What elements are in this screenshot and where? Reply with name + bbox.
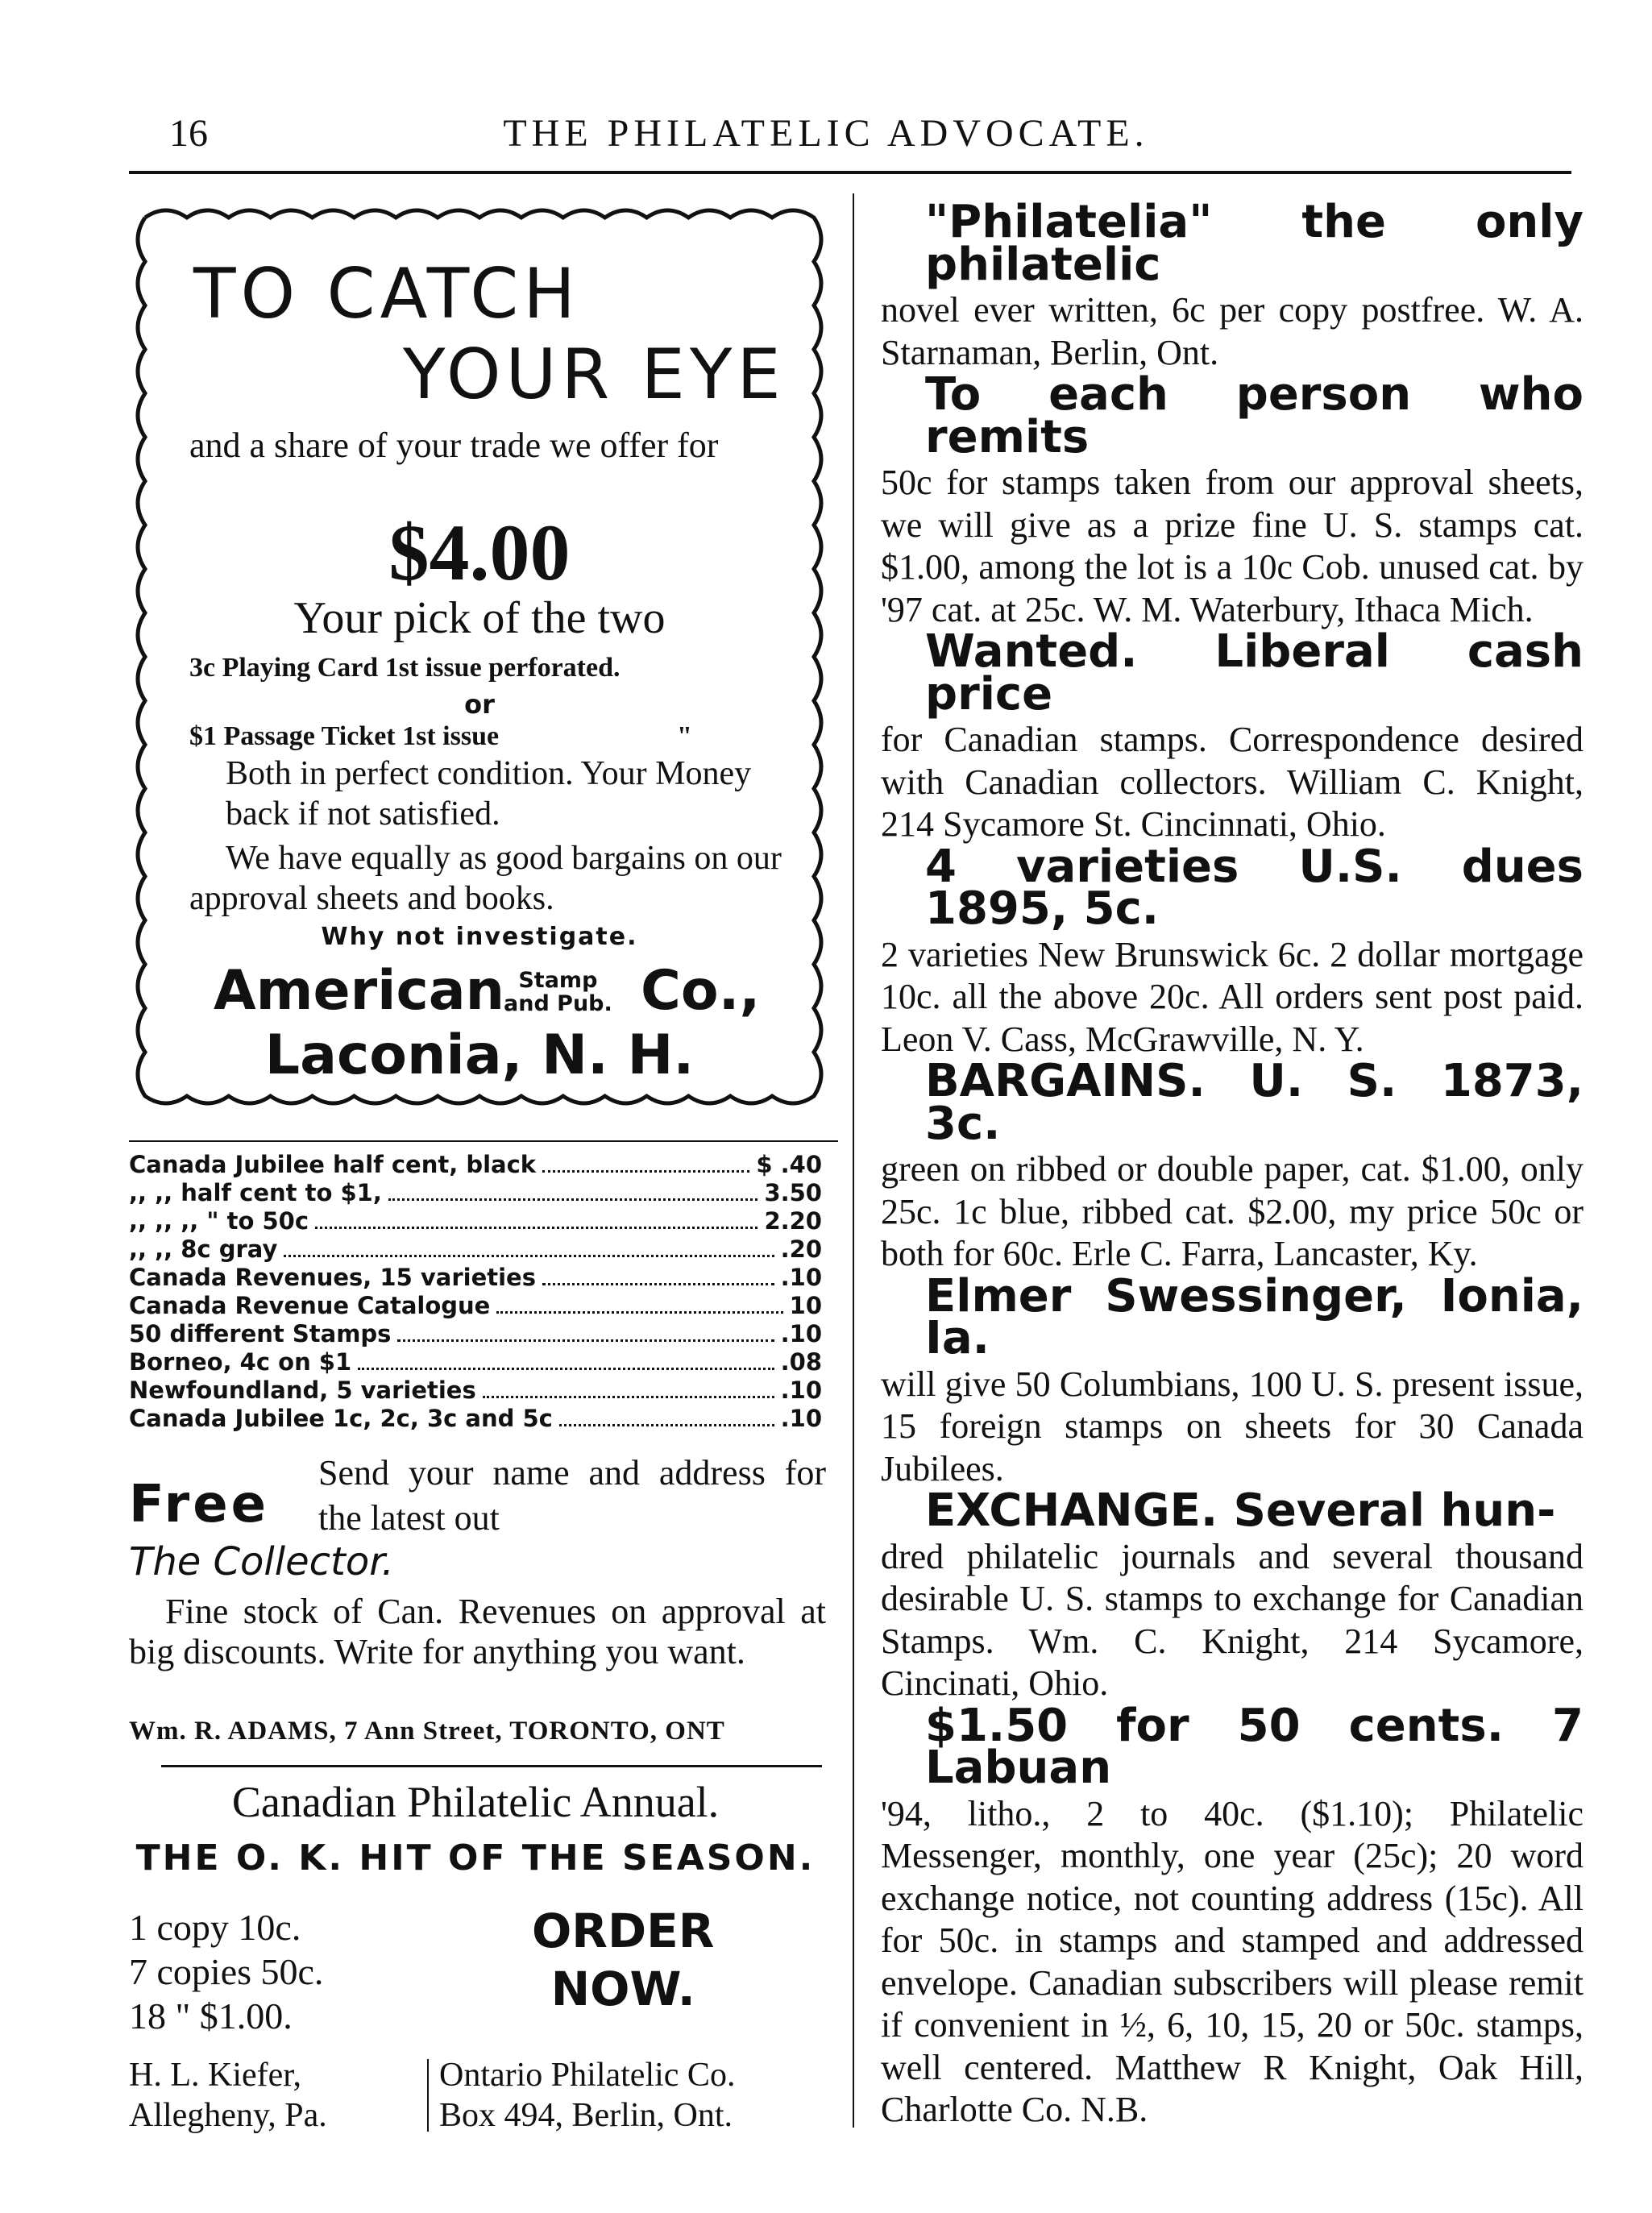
classified-ad-lead: 4 varieties U.S. dues 1895, 5c. (925, 840, 1584, 935)
price-list-price: .20 (780, 1235, 822, 1263)
annual-agent-two-line-1: Ontario Philatelic Co. (439, 2057, 736, 2094)
price-list-row (129, 1151, 838, 1179)
free-heading: Free (129, 1475, 269, 1534)
classified-ad-lead: BARGAINS. U. S. 1873, 3c. (925, 1055, 1584, 1150)
price-list-item: 50 different Stamps (129, 1320, 392, 1347)
price-list-price: 3.50 (764, 1179, 822, 1206)
ad-pick-text: Your pick of the two (293, 593, 666, 643)
price-list-item: Borneo, 4c on $1 (129, 1348, 352, 1376)
price-list-row (129, 1320, 838, 1348)
classified-ad-exchange (881, 1484, 1584, 1705)
classified-ad-body: 50c for stamps taken from our approval sheets, we will give as a prize fine U. S. stamps cat. $1.00, among the lot is a 10c Cob. unused cat. by '97 cat. at 25c. W. M. Waterbury, Ithaca Mich. (881, 463, 1584, 629)
column-divider (853, 193, 854, 2128)
ad-price: $4.00 (388, 508, 571, 597)
classified-ad-philatelia (881, 196, 1584, 374)
price-list-row (129, 1235, 838, 1264)
classified-ad-body: novel ever written, 6c per copy postfree. W. A. Starnaman, Berlin, Ont. (881, 290, 1584, 372)
classified-ad-lead: Wanted. Liberal cash price (925, 625, 1584, 720)
classified-ad-remits (881, 368, 1584, 631)
ad-offer-one: 3c Playing Card 1st issue perforated. (189, 653, 621, 683)
price-list-leader (542, 1283, 774, 1285)
collector-signature: Wm. R. ADAMS, 7 Ann Street, TORONTO, ONT (129, 1717, 725, 1746)
header-rule (129, 171, 1571, 174)
price-list-row (129, 1292, 838, 1320)
classified-ad-body: for Canadian stamps. Correspondence desired with Canadian collectors. William C. Knight, 214 Sycamore St. Cincinnati, Ohio. (881, 720, 1584, 844)
ad-firm-name: American (214, 959, 505, 1023)
price-list-row (129, 1376, 838, 1405)
collector-title: The Collector. (129, 1539, 394, 1584)
ad-firm-small-line-2: and Pub. (504, 991, 612, 1016)
annual-title: Canadian Philatelic Annual. (231, 1778, 720, 1826)
price-list-leader (315, 1227, 758, 1229)
price-list-row (129, 1179, 838, 1207)
price-list-leader (284, 1255, 774, 1257)
annual-price-line: 18 " $1.00. (129, 1995, 293, 2037)
ad-intro-text: and a share of your trade we offer for (189, 426, 719, 465)
annual-order-now (532, 1902, 714, 2018)
price-list-price: 2.20 (764, 1207, 822, 1235)
price-list-item: ,, ,, 8c gray (129, 1235, 278, 1263)
price-list-price: 10 (789, 1292, 822, 1319)
ad-bargains-text: We have equally as good bargains on our approval sheets and books. (189, 840, 782, 917)
price-list-price: .10 (780, 1264, 822, 1291)
classified-ad-body: '94, litho., 2 to 40c. ($1.10); Philatelic Messenger, monthly, one year (25c); 20 word exchange notice, not counting address (15c). All for 50c. in stamps and stamped and addressed envelope. Canadian subscribers will please remit if convenient in ½, 6, 10, 15, 20 or 50c. stamps, well centered. Matthew R Knight, Oak Hill, Charlotte Co. N.B. (881, 1793, 1584, 2129)
page-number: 16 (169, 112, 208, 155)
price-list-item: Newfoundland, 5 varieties (129, 1376, 476, 1404)
classified-ad-body: green on ribbed or double paper, cat. $1.00, only 25c. 1c blue, ribbed cat. $2.00, my price 50c or both for 60c. Erle C. Farra, Lancaster, Ky. (881, 1149, 1584, 1273)
ad-offer-two-ditto-mark: " (677, 721, 692, 751)
price-list-price: .10 (780, 1320, 822, 1347)
annual-agent-one-line-2: Allegheny, Pa. (129, 2097, 327, 2134)
ad-firm-location: Laconia, N. H. (264, 1023, 695, 1087)
classified-ad-bargains (881, 1055, 1584, 1276)
ad-headline-line-1: TO CATCH (193, 254, 580, 334)
annual-agent-two (439, 2055, 735, 2136)
annual-price-line: 7 copies 50c. (129, 1951, 324, 1992)
price-list-leader (358, 1368, 774, 1370)
price-list-price: $ .40 (756, 1151, 822, 1178)
ad-or: or (464, 689, 495, 720)
right-column-classifieds (881, 196, 1584, 2132)
classified-ad-wanted (881, 625, 1584, 846)
eye-catch-advertisement (121, 193, 838, 1120)
price-list-item: Canada Revenues, 15 varieties (129, 1264, 536, 1291)
price-list-item: ,, ,, half cent to $1, (129, 1179, 382, 1206)
classified-ad-body: 2 varieties New Brunswick 6c. 2 dollar mortgage 10c. all the above 20c. All orders sent post paid. Leon V. Cass, McGrawville, N. Y. (881, 934, 1584, 1059)
price-list-row (129, 1207, 838, 1235)
annual-order-line-1: ORDER (532, 1904, 715, 1958)
price-list-leader (559, 1424, 774, 1426)
ad-condition-text: Both in perfect condition. Your Money back if not satisfied. (226, 755, 752, 832)
classified-ad-swessinger (881, 1269, 1584, 1491)
annual-agent-one (129, 2055, 327, 2136)
section-rule (161, 1765, 822, 1767)
annual-price-line: 1 copy 10c. (129, 1907, 301, 1948)
ad-firm-small-text (504, 969, 612, 1015)
price-list (129, 1151, 838, 1433)
price-list-leader (542, 1170, 749, 1173)
ad-firm-co: Co., (641, 959, 761, 1023)
price-list-price: .08 (780, 1348, 822, 1376)
classified-ad-lead: $1.50 for 50 cents. 7 Labuan (925, 1699, 1584, 1794)
classified-ad-lead: EXCHANGE. Several hun- (925, 1484, 1556, 1537)
price-list-row (129, 1264, 838, 1292)
price-list-leader (483, 1396, 774, 1398)
price-list-item: Canada Jubilee half cent, black (129, 1151, 537, 1178)
classified-ad-lead: To each person who remits (925, 368, 1584, 463)
annual-order-line-2: NOW. (550, 1962, 695, 2016)
free-offer-text: Send your name and address for the latest out (318, 1453, 826, 1538)
classified-ad-lead: Elmer Swessinger, Ionia, Ia. (925, 1269, 1584, 1364)
price-list-leader (397, 1339, 774, 1342)
price-list-row (129, 1348, 838, 1376)
price-list-row (129, 1405, 838, 1433)
annual-subtitle: THE O. K. HIT OF THE SEASON. (135, 1837, 816, 1879)
classified-ad-body: will give 50 Columbians, 100 U. S. present issue, 15 foreign stamps on sheets for 30 Canada Jubilees. (881, 1364, 1584, 1488)
ad-headline-line-2: YOUR EYE (403, 334, 786, 415)
section-rule (129, 1140, 838, 1142)
ad-offer-two: $1 Passage Ticket 1st issue (189, 721, 500, 751)
annual-agent-two-line-2: Box 494, Berlin, Ont. (439, 2097, 733, 2134)
annual-agent-one-line-1: H. L. Kiefer, (129, 2057, 302, 2094)
price-list-item: ,, ,, ,, " to 50c (129, 1207, 309, 1235)
price-list-price: .10 (780, 1405, 822, 1432)
price-list-leader (388, 1198, 758, 1201)
ad-firm-small-line-1: Stamp (518, 968, 598, 993)
classified-ad-lead: "Philatelia" the only philatelic (925, 196, 1584, 291)
classified-ad-dues (881, 840, 1584, 1061)
annual-agent-divider (427, 2059, 429, 2132)
ad-investigate-text: Why not investigate. (321, 923, 638, 951)
running-title: THE PHILATELIC ADVOCATE. (503, 112, 1149, 155)
collector-body: Fine stock of Can. Revenues on approval at big discounts. Write for anything you want. (129, 1592, 826, 1671)
classified-ad-body: dred philatelic journals and several thousand desirable U. S. stamps to exchange for Canadian Stamps. Wm. C. Knight, 214 Sycamore, Cincinati, Ohio. (881, 1536, 1584, 1703)
price-list-price: .10 (780, 1376, 822, 1404)
price-list-item: Canada Jubilee 1c, 2c, 3c and 5c (129, 1405, 553, 1432)
price-list-item: Canada Revenue Catalogue (129, 1292, 491, 1319)
price-list-leader (496, 1311, 783, 1314)
classified-ad-labuan (881, 1699, 1584, 2132)
